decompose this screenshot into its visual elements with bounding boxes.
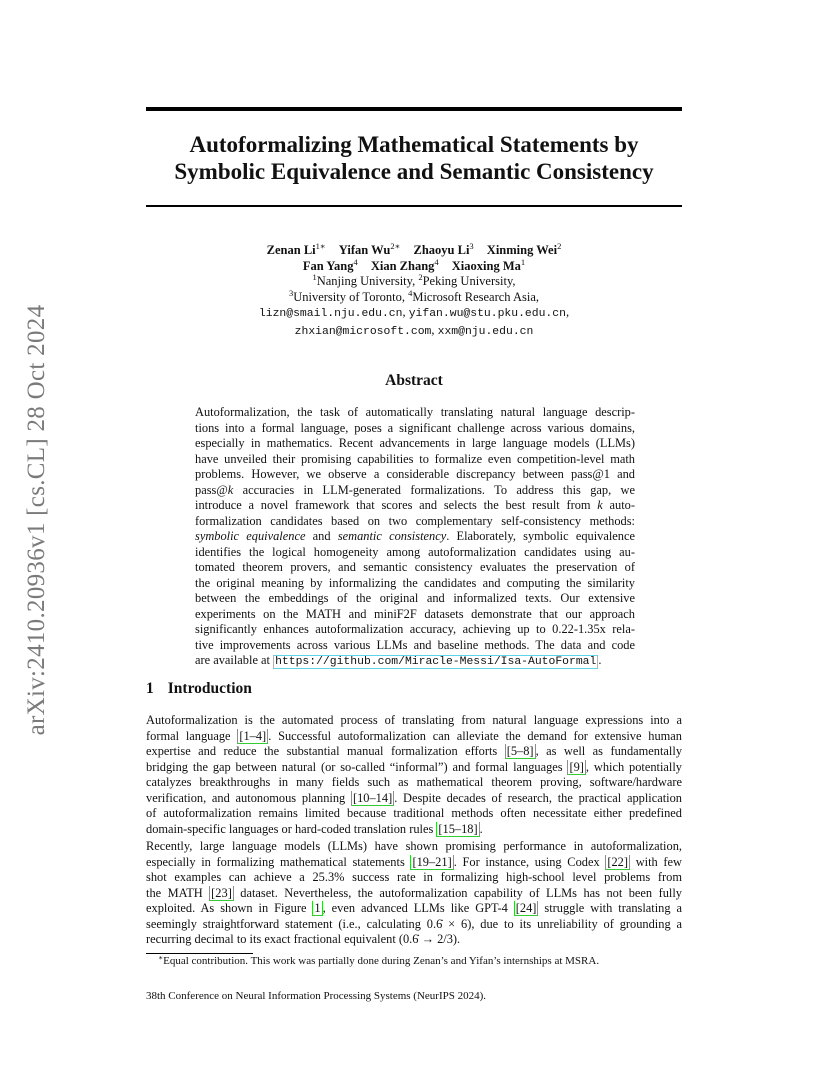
abstract-line: symbolic equivalence and semantic consistency. Elaborately, symbolic equivalence — [195, 529, 635, 543]
email-link[interactable]: lizn@smail.nju.edu.cn — [258, 308, 403, 321]
citation-link[interactable]: [5–8] — [506, 744, 534, 758]
paragraph-line: verification, and autonomous planning [10–14] . Despite decades of research, the practical application — [146, 790, 682, 805]
affiliation-line-1: $^1$Nanjing University, $^2$Peking University, — [312, 272, 516, 289]
abstract-line: experiments on the MATH and miniF2F datasets demonstrate that our approach — [195, 606, 635, 621]
title-line-1: Autoformalizing Mathematical Statements by — [189, 132, 639, 157]
paragraph-line: formal language [1–4] . Successful autoformalization can alleviate the demand for extensive human — [146, 728, 682, 743]
conference-note: 38th Conference on Neural Information Processing Systems (NeurIPS 2024). — [146, 990, 487, 1002]
paragraph-line: especially in formalizing mathematical statements [19–21] . For instance, using Codex [22] with few — [146, 854, 682, 869]
paragraph-line: domain-specific languages or hard-coded translation rules [15–18] . — [146, 821, 483, 836]
paragraph-line: expertise and reduce the substantial manual formalization efforts [5–8] , as well as fundamentally — [146, 744, 682, 758]
abstract-line: introduce a novel framework that scores and selects the best result from k auto- — [195, 498, 635, 512]
abstract-line: formalization candidates based on two complementary self-consistency methods: — [195, 513, 635, 528]
email-line-1: lizn@smail.nju.edu.cn, yifan.wu@stu.pku.edu.cn, — [258, 305, 570, 321]
affiliation-line-2: $^3$University of Toronto, $^4$Microsoft Research Asia, — [288, 287, 540, 304]
email-link[interactable]: xxm@nju.edu.cn — [437, 325, 534, 338]
intro-paragraph-2 — [146, 839, 682, 948]
citation-link[interactable]: [24] — [515, 901, 537, 915]
paragraph-line: Autoformalization is the automated process of translating from natural language expressions into a — [146, 713, 682, 727]
abstract-line: tomated theorem provers, and semantic consistency evaluates the preservation of — [195, 560, 635, 574]
paragraph-line: the MATH [23] dataset. Nevertheless, the autoformalization capability of LLMs has not been fully — [146, 885, 682, 900]
section-heading-introduction — [146, 680, 252, 698]
paragraph-line: recurring decimal to its exact fractional equivalent (0.6̇ → 2/3). — [146, 932, 461, 946]
abstract-line: problems. However, we observe a considerable discrepancy between pass@1 and — [195, 467, 635, 481]
abstract-line: have unveiled their promising capabilities to formalize even competition-level math — [195, 451, 635, 466]
abstract-line: pass@k accuracies in LLM-generated formalizations. To address this gap, we — [195, 482, 635, 497]
citation-link[interactable]: [1–4] — [239, 728, 267, 743]
citation-link[interactable]: [15–18] — [438, 821, 478, 836]
footnote: ∗Equal contribution. This work was partially done during Zenan’s and Yifan’s internships at MSRA. — [158, 953, 600, 967]
citation-link[interactable]: [9] — [569, 759, 584, 774]
abstract-line: significantly enhances autoformalization accuracy, achieving up to 0.22-1.35x rela- — [195, 622, 635, 636]
abstract-line: especially in mathematics. Recent advancements in large language models (LLMs) — [195, 436, 635, 450]
citation-link[interactable]: [23] — [211, 885, 232, 900]
abstract-line: are available at https://github.com/Miracle-Messi/Isa-AutoFormal . — [195, 653, 602, 668]
author-line-1 — [146, 243, 682, 259]
author-name: Yifan $Wu^{2∗}$ — [338, 241, 401, 257]
author-name: Xinming Wei$^2$ — [486, 241, 562, 257]
email-line-2: zhxian@microsoft.com, xxm@nju.edu.cn — [294, 322, 534, 338]
paragraph-line: seemingly straightforward statement (i.e., calculating 0.6̇ × 6), due to its unreliability of grounding a — [146, 916, 682, 931]
figure-link[interactable]: 1 — [314, 901, 321, 915]
abstract-line: tive improvements across various LLMs and baseline methods. The data and code — [195, 637, 635, 652]
paragraph-line: exploited. As shown in Figure 1 , even advanced LLMs like GPT-4 [24] struggle with translating a — [146, 901, 682, 915]
author-name: Fan Yang$^4$ — [302, 256, 358, 273]
citation-link[interactable]: [22] — [607, 854, 629, 869]
paper-title — [146, 131, 682, 185]
paragraph-line: of autoformalization remains limited because traditional methods often necessitate either predefined — [146, 806, 682, 820]
title-top-rule — [146, 107, 682, 111]
abstract-line: between the embeddings of the original and informalized texts. Our extensive — [195, 591, 635, 605]
title-bottom-rule — [146, 205, 682, 207]
arxiv-side-stamp: arXiv:2410.20936v1 [cs.CL] 28 Oct 2024 — [23, 304, 50, 736]
author-block — [146, 243, 682, 341]
abstract-body — [195, 405, 635, 671]
author-name: Xian Zhang$^4$ — [370, 256, 439, 273]
paragraph-line: catalyzes breakthroughs in many fields such as mathematical theorem proving, software/hardware — [146, 775, 682, 789]
author-name: Zhaoyu Li$^3$ — [413, 241, 474, 257]
email-link[interactable]: zhxian@microsoft.com — [294, 325, 432, 338]
intro-paragraph-1 — [146, 713, 682, 837]
abstract-heading: Abstract — [385, 372, 443, 389]
paragraph-line: shot examples can achieve a 25.3% success rate in formalizing high-school level problems from — [146, 870, 682, 884]
section-title: Introduction — [167, 680, 252, 697]
author-name: Xiaoxing Ma$^1$ — [451, 256, 526, 273]
author-line-2 — [146, 256, 682, 275]
abstract-line: the original meaning by informalizing the candidates and computing the similarity — [195, 575, 635, 590]
abstract-line: identifies the logical homogeneity among autoformalization candidates using au- — [195, 544, 635, 559]
citation-link[interactable]: [19–21] — [412, 854, 452, 869]
paragraph-line: Recently, large language models (LLMs) have shown promising performance in autoformalization, — [146, 839, 682, 853]
author-name: Zenan $Li^{1∗}$ — [266, 241, 326, 257]
paragraph-line: bridging the gap between natural (or so-called “informal”) and formal languages [9] , which potentially — [146, 759, 682, 774]
github-link[interactable]: https://github.com/Miracle-Messi/Isa-AutoFormal — [275, 656, 597, 668]
section-number: 1 — [146, 680, 154, 697]
citation-link[interactable]: [10–14] — [352, 790, 393, 805]
email-link[interactable]: yifan.wu@stu.pku.edu.cn — [408, 308, 566, 321]
title-line-2: Symbolic Equivalence and Semantic Consistency — [174, 159, 654, 184]
abstract-line: Autoformalization, the task of automatically translating natural language descrip- — [195, 405, 635, 419]
abstract-line: tions into a formal language, poses a significant challenge across various domains, — [195, 420, 635, 435]
